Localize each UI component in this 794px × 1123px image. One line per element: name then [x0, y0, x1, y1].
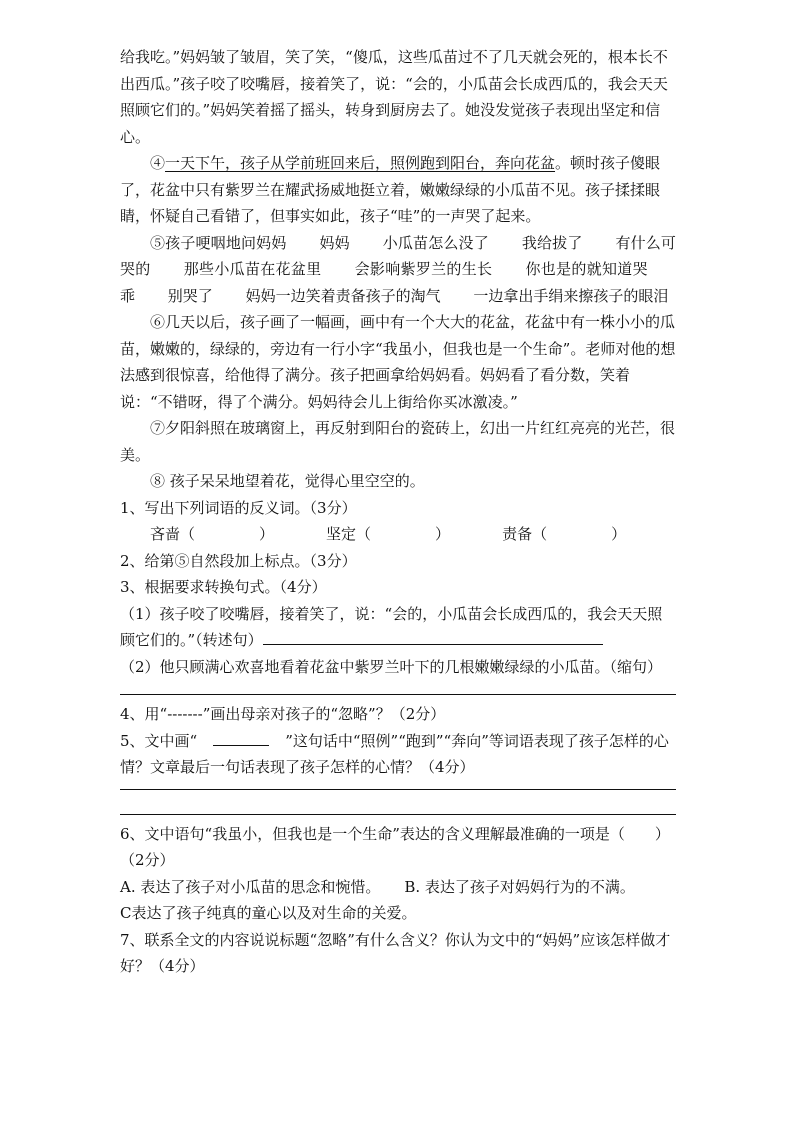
question-2: 2、给第⑤自然段加上标点。（3分）	[120, 551, 357, 570]
underline-sample	[213, 745, 269, 746]
question-6: 6、文中语句“我虽小，但我也是一个生命”表达的含义理解最准确的一项是（ ）（2分）	[120, 824, 670, 869]
antonym-word: 坚定（	[326, 525, 372, 543]
question-3: 3、根据要求转换句式。（4分）	[120, 578, 327, 596]
paragraph-5	[120, 230, 676, 310]
antonym-bracket: ）	[435, 525, 451, 543]
paragraph-4-rest: 。顿时孩子傻眼了，花盆中只有紫罗兰在耀武扬威地挺立着，嫩嫩绿绿的小瓜苗不见。孩子揉揉眼睛，怀疑自己看错了，但事实如此，孩子“哇”的一声哭了起来。	[120, 154, 661, 225]
paragraph-4	[120, 150, 676, 230]
paragraph-3-continued: 给我吃。”妈妈皱了皱眉，笑了笑，“傻瓜，这些瓜苗过不了几天就会死的，根本长不出西瓜。”孩子咬了咬嘴唇，接着笑了，说：“会的，小瓜苗会长成西瓜的，我会天天照顾它们的。”妈妈笑着摇了摇头，转身到厨房去了。她没发觉孩子表现出坚定和信心。	[120, 48, 668, 146]
antonym-bracket: ）	[611, 525, 627, 543]
question-7: 7、联系全文的内容说说标题“忽略”有什么含义？你认为文中的“妈妈”应该怎样做才好？（4分）	[120, 930, 671, 975]
option-b[interactable]: B. 表达了孩子对妈妈行为的不满。	[404, 877, 635, 896]
paragraph-7: ⑦夕阳斜照在玻璃窗上，再反射到阳台的瓷砖上，幻出一片红红亮亮的光芒，很美。	[120, 419, 676, 464]
p5-segment: 别哭了	[167, 286, 213, 305]
paragraph-4-number: ④	[150, 154, 166, 172]
p5-segment: 妈妈一边笑着责备孩子的淘气	[245, 286, 441, 305]
question-6-options-ab	[120, 874, 676, 901]
underlined-sentence: 一天下午，孩子从学前班回来后，照例跑到阳台，奔向花盆	[165, 154, 556, 172]
antonym-word: 责备（	[502, 525, 548, 543]
exam-page	[120, 44, 676, 980]
question-1: 1、写出下列词语的反义词。（3分）	[120, 498, 357, 517]
question-4: 4、用“-------”画出母亲对孩子的“忽略”？（2分）	[120, 705, 446, 723]
question-3-part-1: （1）孩子咬了咬嘴唇，接着笑了，说：“会的，小瓜苗会长成西瓜的，我会天天照顾它们的。”（转述句）	[120, 604, 663, 649]
answer-line[interactable]	[263, 644, 603, 645]
option-a[interactable]: A. 表达了孩子对小瓜苗的思念和惋惜。	[120, 877, 381, 896]
antonym-word: 吝啬（	[150, 525, 196, 543]
p5-segment: 一边拿出手绢来擦孩子的眼泪	[473, 286, 669, 305]
p5-segment: 小瓜苗怎么没了	[382, 233, 489, 252]
question-1-words	[120, 521, 676, 548]
question-5: 5、文中画“ ”这句话中“照例”“跑到”“奔向”等词语表现了孩子怎样的心情？文章最后一句话表现了孩子怎样的心情？（4分）	[120, 731, 669, 776]
paragraph-8: ⑧ 孩子呆呆地望着花，觉得心里空空的。	[150, 472, 425, 490]
p5-segment: 那些小瓜苗在花盆里	[183, 260, 322, 278]
p5-segment: 妈妈	[319, 233, 350, 252]
option-c[interactable]: C表达了孩子纯真的童心以及对生命的关爱。	[120, 904, 417, 922]
paragraph-6: ⑥几天以后，孩子画了一幅画，画中有一个大大的花盆，花盆中有一株小小的瓜苗，嫩嫩的，绿绿的，旁边有一行小字“我虽小，但我也是一个生命”。老师对他的想法感到很惊喜，给他得了满分。孩子把画拿给妈妈看。妈妈看了看分数，笑着说：“不错呀，得了个满分。妈妈待会儿上街给你买冰激凌。”	[120, 313, 676, 411]
p5-segment: 你也是的就知道哭	[525, 260, 648, 278]
question-3-part-2: （2）他只顾满心欢喜地看着花盆中紫罗兰叶下的几根嫩嫩绿绿的小瓜苗。（缩句）	[120, 657, 663, 676]
p5-segment: 我给拔了	[521, 233, 583, 252]
p5-segment: 会影响紫罗兰的生长	[354, 260, 493, 278]
p5-segment: 有什么可哭的	[120, 233, 676, 278]
p5-segment: 乖	[120, 286, 136, 305]
antonym-bracket: ）	[259, 525, 275, 543]
p5-segment: ⑤孩子哽咽地问妈妈	[150, 233, 287, 252]
